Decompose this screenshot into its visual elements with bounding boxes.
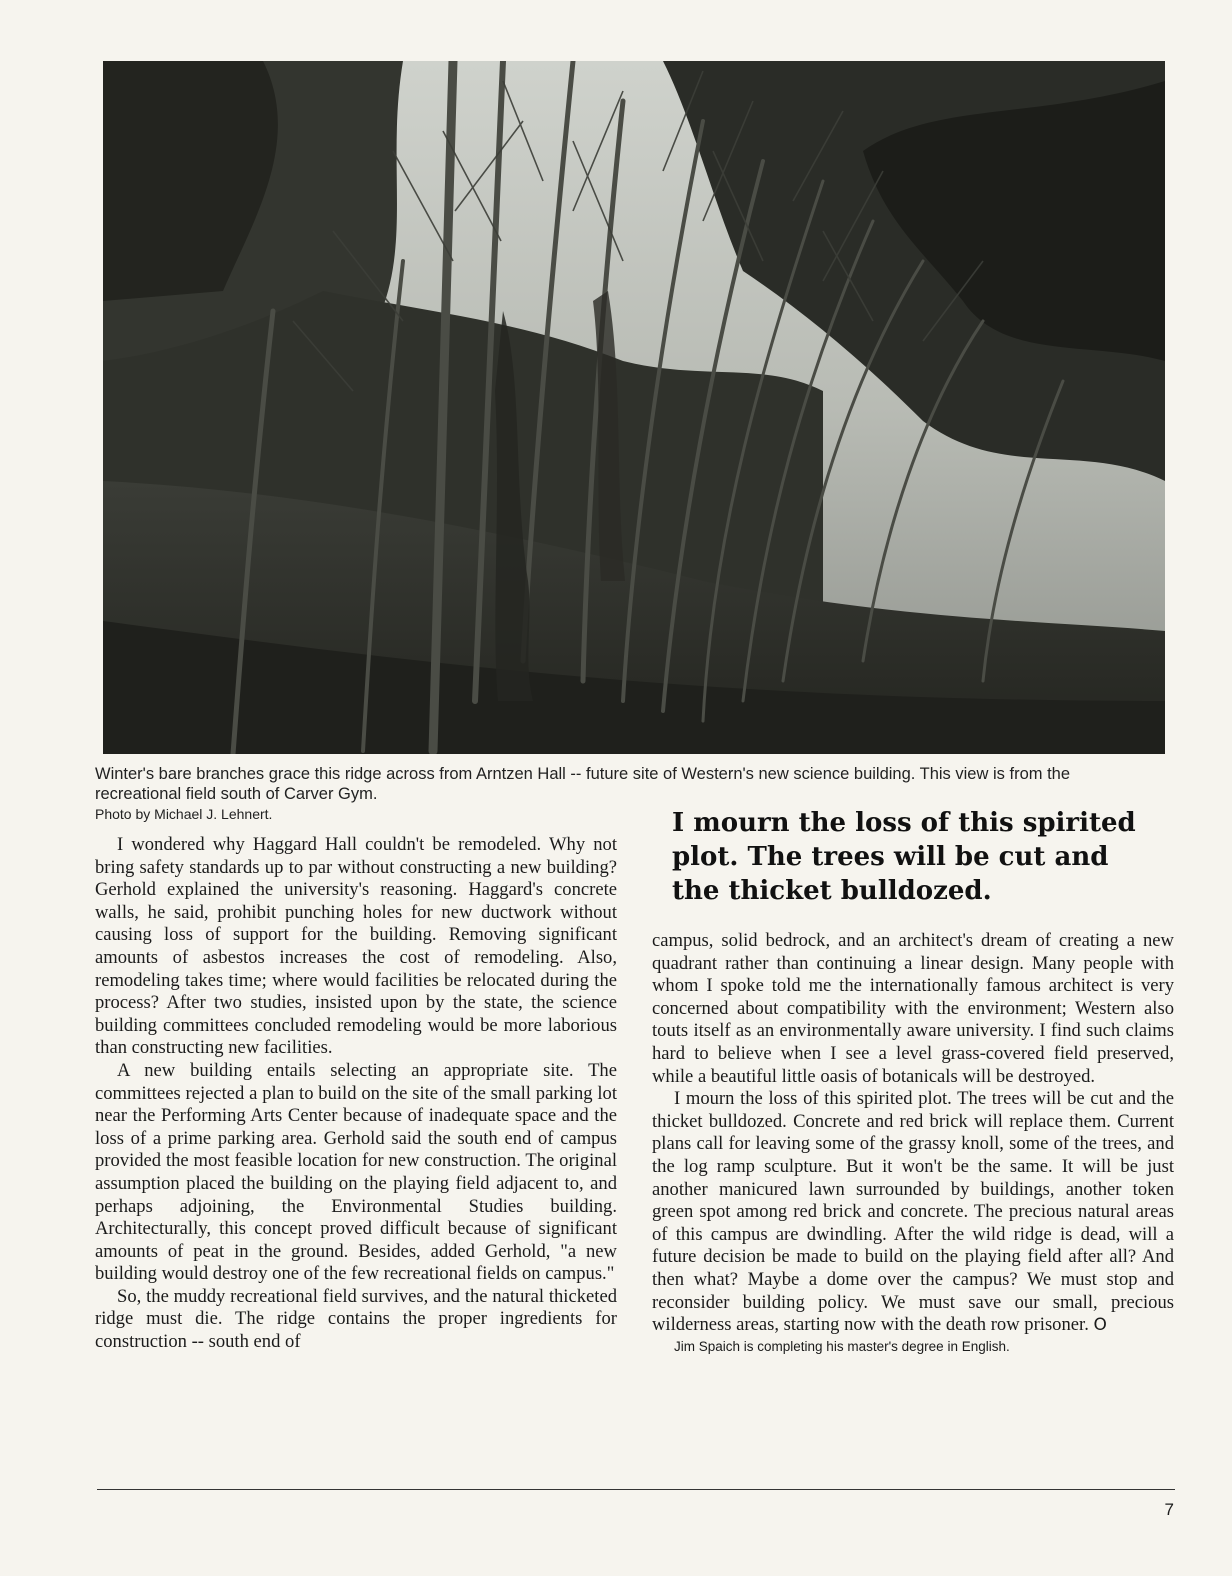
article-column-left <box>95 834 617 1354</box>
footer-rule <box>97 1489 1175 1490</box>
photo-illustration <box>103 61 1165 754</box>
article-column-right <box>652 930 1174 1357</box>
paragraph: So, the muddy recreational field survives, and the natural thicketed ridge must die. The ridge contains the proper ingredients for construction -- south end of <box>95 1285 617 1353</box>
page-number: 7 <box>1164 1500 1174 1519</box>
end-mark-icon: O <box>1093 1315 1107 1336</box>
paragraph-final <box>652 1088 1174 1337</box>
author-bio: Jim Spaich is completing his master's degree in English. <box>674 1338 1010 1354</box>
photo-credit: Photo by Michael J. Lehnert. <box>95 806 273 822</box>
paragraph: A new building entails selecting an appropriate site. The committees rejected a plan to build on the site of the small parking lot near the Performing Arts Center because of inadequate space and the loss of a prime parking area. Gerhold said the south end of campus provided the most feasible location for new construction. The original assumption placed the building on the playing field adjacent to, and perhaps adjoining, the Environmental Studies building. Architecturally, this concept proved difficult because of significant amounts of peat in the ground. Besides, added Gerhold, "a new building would destroy one of the few recreational fields on campus." <box>95 1059 617 1285</box>
forest-ridge-photo <box>103 61 1165 754</box>
paragraph-text: I mourn the loss of this spirited plot. The trees will be cut and the thicket bulldozed. Concrete and red brick will replace them. Current plans call for leaving some of the grassy knoll, some of the trees, and the log ramp sculpture. But it won't be the same. It will be just another manicured lawn surrounded by buildings, another token green spot among red brick and concrete. The precious natural areas of this campus are dwindling. After the wild ridge is dead, will a future decision be made to build on the playing field after all? And then what? Maybe a dome over the campus? We must stop and reconsider building policy. We must save our small, precious wilderness areas, starting now with the death row prisoner. <box>652 1088 1174 1336</box>
pull-quote: I mourn the loss of this spirited plot. The trees will be cut and the thicket bulldozed. <box>672 808 1136 906</box>
caption-text: Winter's bare branches grace this ridge across from Arntzen Hall -- future site of Western's new science building. This view is from the recreational field south of Carver Gym. <box>95 765 1071 803</box>
paragraph: campus, solid bedrock, and an architect's dream of creating a new quadrant rather than continuing a linear design. Many people with whom I spoke told me the internationally famous architect is very concerned about compatibility with the environment; Western also touts itself as an environmentally aware university. I find such claims hard to believe when I see a level grass-covered field preserved, while a beautiful little oasis of botanicals will be destroyed. <box>652 930 1174 1087</box>
paragraph: I wondered why Haggard Hall couldn't be remodeled. Why not bring safety standards up to par without constructing a new building? Gerhold explained the university's reasoning. Haggard's concrete walls, he said, prohibit punching holes for new ductwork without causing loss of support for the building. Removing significant amounts of asbestos increases the cost of remodeling. Also, remodeling takes time; where would facilities be relocated during the process? After two studies, insisted upon by the state, the science building committees concluded remodeling would be more laborious than constructing new facilities. <box>95 834 617 1059</box>
